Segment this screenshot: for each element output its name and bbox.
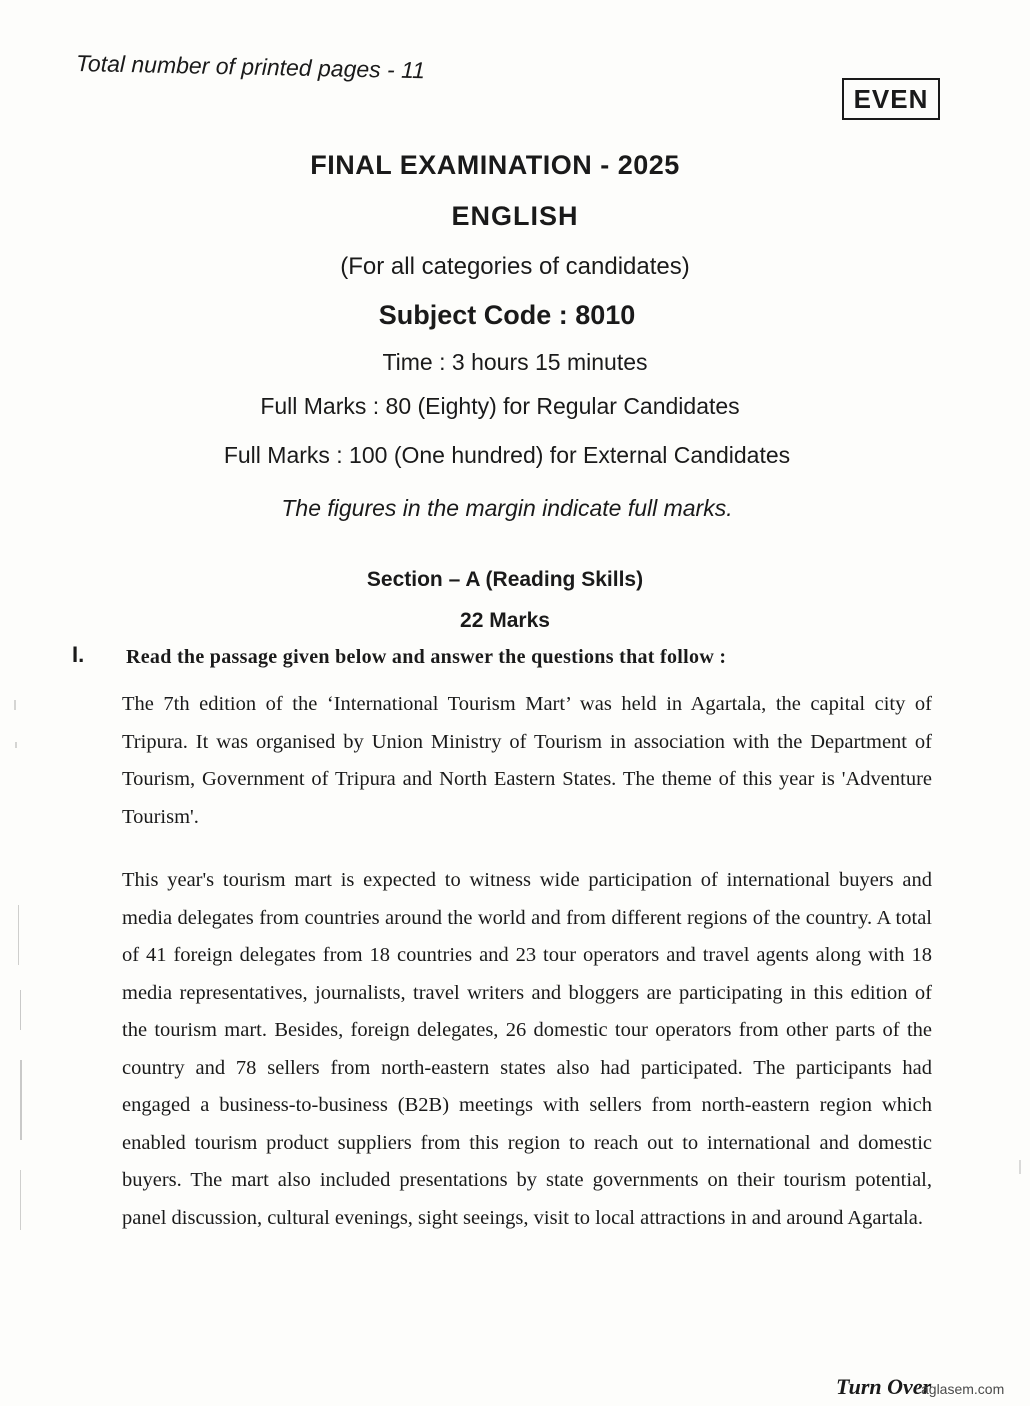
scan-mark [20, 990, 21, 1030]
full-marks-external: Full Marks : 100 (One hundred) for External Candidates [223, 442, 791, 468]
question-number: I. [72, 642, 85, 667]
subject-title: ENGLISH [451, 201, 579, 231]
watermark-text: aglasem.com [921, 1381, 1005, 1397]
paper-set-badge: EVEN [842, 78, 940, 120]
scan-mark [18, 905, 19, 965]
passage-paragraph-1: The 7th edition of the ‘International Tourism Mart’ was held in Agartala, the capital city of Tripura. It was organised by Union Ministry of Tourism in association with the Department of Tourism, Government of Tripura and North Eastern States. The theme of this year is 'Adventure Tourism'. [122, 693, 932, 828]
turn-over-label: Turn Over [836, 1374, 932, 1399]
scan-mark [15, 742, 17, 748]
section-marks: 22 Marks [460, 609, 550, 632]
exam-time: Time : 3 hours 15 minutes [382, 349, 648, 375]
margin-note: The figures in the margin indicate full marks. [281, 495, 733, 521]
full-marks-regular: Full Marks : 80 (Eighty) for Regular Candidates [260, 393, 740, 419]
question-instruction: Read the passage given below and answer the questions that follow : [126, 646, 727, 668]
passage-paragraph-2: This year's tourism mart is expected to witness wide participation of international buyers and media delegates from countries around the world and from different regions of the country. A total of 41 foreign delegates from 18 countries and 23 tour operators and travel agents along with 18 media representatives, journalists, travel writers and bloggers are participating in this edition of the tourism mart. Besides, foreign delegates, 26 domestic tour operators from other parts of the country and 78 sellers from north-eastern states also had participated. The participants had engaged a business-to-business (B2B) meetings with sellers from north-eastern region which enabled tourism product suppliers from this region to reach out to international and domestic buyers. The mart also included presentations by state governments on their tourism potential, panel discussion, cultural evenings, sight seeings, visit to local attractions in and around Agartala. [122, 869, 932, 1229]
exam-title: FINAL EXAMINATION - 2025 [310, 150, 680, 180]
subject-code: Subject Code : 8010 [378, 300, 636, 330]
section-heading: Section – A (Reading Skills) [366, 568, 644, 591]
scan-mark [1019, 1160, 1021, 1174]
scan-mark [20, 1060, 22, 1140]
scan-mark [20, 1170, 21, 1230]
candidate-categories: (For all categories of candidates) [340, 253, 690, 280]
printed-pages-note: Total number of printed pages - 11 [75, 50, 426, 84]
scan-mark [14, 700, 16, 710]
